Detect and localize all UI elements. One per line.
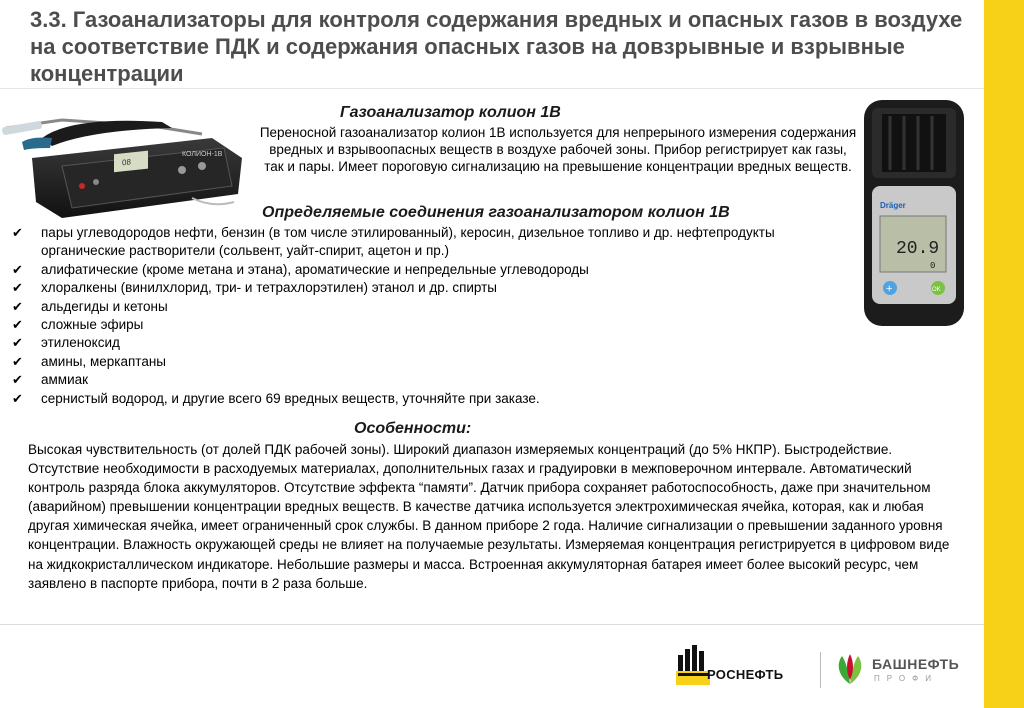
check-icon: ✔ [12, 317, 23, 333]
list-item: ✔ альдегиды и кетоны [12, 298, 842, 316]
check-icon: ✔ [12, 372, 23, 388]
title-divider [0, 88, 984, 89]
detector-reading: 20.9 [896, 239, 940, 259]
check-icon: ✔ [12, 261, 23, 277]
bashneft-subtitle: ПРОФИ [874, 674, 938, 683]
list-item: ✔ этиленоксид [12, 334, 842, 352]
check-icon: ✔ [12, 225, 23, 240]
list-item: ✔ аммиак [12, 371, 842, 389]
list-item: ✔ сернистый водород, и другие всего 69 вредных веществ, уточняйте при заказе. [12, 390, 842, 408]
kolion-analyzer-image [2, 108, 246, 228]
rosneft-logo [676, 645, 808, 685]
list-item: ✔ сложные эфиры [12, 316, 842, 334]
list-item: ✔ хлоралкены (винилхлорид, три- и тетрахлорэтилен) этанол и др. спирты [12, 279, 842, 297]
rosneft-emblem-icon [676, 645, 710, 685]
portable-detector-image [860, 98, 968, 330]
compounds-heading: Определяемые соединения газоанализатором колион 1В [262, 204, 730, 221]
page-title: 3.3. Газоанализаторы для контроля содержания вредных и опасных газов в воздухе на соответствие ПДК и содержания опасных газов на довзрывные и взрывные концентрации [30, 7, 963, 86]
bashneft-emblem-icon [832, 650, 868, 686]
list-item: ✔ амины, меркаптаны [12, 353, 842, 371]
device-left-label: КОЛИОН-1В [182, 151, 223, 158]
features-heading: Особенности: [354, 420, 472, 437]
list-item: ✔ пары углеводородов нефти, бензин (в том числе этилированный), керосин, дизельное топливо и др. нефтепродукты органические растворители (сольвент, уайт-спирит, ацетон и пр.) [12, 225, 775, 259]
check-icon: ✔ [12, 280, 23, 296]
footer-divider [0, 624, 984, 625]
bashneft-logo [832, 650, 972, 690]
check-icon: ✔ [12, 390, 23, 406]
check-icon: ✔ [12, 353, 23, 369]
check-icon: ✔ [12, 335, 23, 351]
device-description: Переносной газоанализатор колион 1В используется для непрерыного измерения содержания вредных и взрывоопасных веществ в воздухе рабочей зоны. Прибор регистрирует как газы, так и пары. Имеет пороговую сигнализацию на превышение концентрации вредных веществ. [259, 125, 857, 174]
svg-text:+: + [886, 283, 893, 295]
list-item: ✔ алифатические (кроме метана и этана), ароматические и непредельные углеводороды [12, 261, 842, 279]
features-text: Высокая чувствительность (от долей ПДК рабочей зоны). Широкий диапазон измеряемых концентраций (до 5% НКПР). Быстродействие. Отсутствие необходимости в расходуемых материалах, дополнительных газах и градуировки в межповерочном интервале. Автоматический контроль разряда блока аккумуляторов. Отсутствие эффекта “памяти”. Датчик прибора сохраняет работоспособность, даже при значительном (аварийном) превышении концентрации вредных веществ. В качестве датчика используется электрохимическая ячейка, которая, как и любая другая химическая ячейка, имеет ограниченный срок службы. В данном приборе 2 года. Наличие сигнализации о превышении заданного уровня концентрации. Влажность окружающей среды не влияет на получаемые результаты. Измеряемая концентрация регистрируется в цифровом виде на жидкокристаллическом индикаторе. Небольшие размеры и масса. Встроенная аккумуляторная батарея имеет более высокий ресурс, чем заявлено в паспорте прибора, почти в 2 раза больше. [28, 442, 950, 591]
svg-text:08: 08 [122, 157, 131, 168]
bashneft-name: БАШНЕФТЬ [872, 656, 960, 672]
accent-side-bar [984, 0, 1024, 708]
logo-divider [820, 652, 821, 688]
svg-text:Dräger: Dräger [880, 201, 906, 210]
device-name: Газоанализатор колион 1В [340, 104, 561, 121]
svg-text:OK: OK [932, 287, 941, 293]
compounds-list [12, 224, 842, 408]
check-icon: ✔ [12, 298, 23, 314]
detector-reading-secondary: 0 [930, 261, 936, 271]
rosneft-name: РОСНЕФТЬ [707, 667, 784, 682]
